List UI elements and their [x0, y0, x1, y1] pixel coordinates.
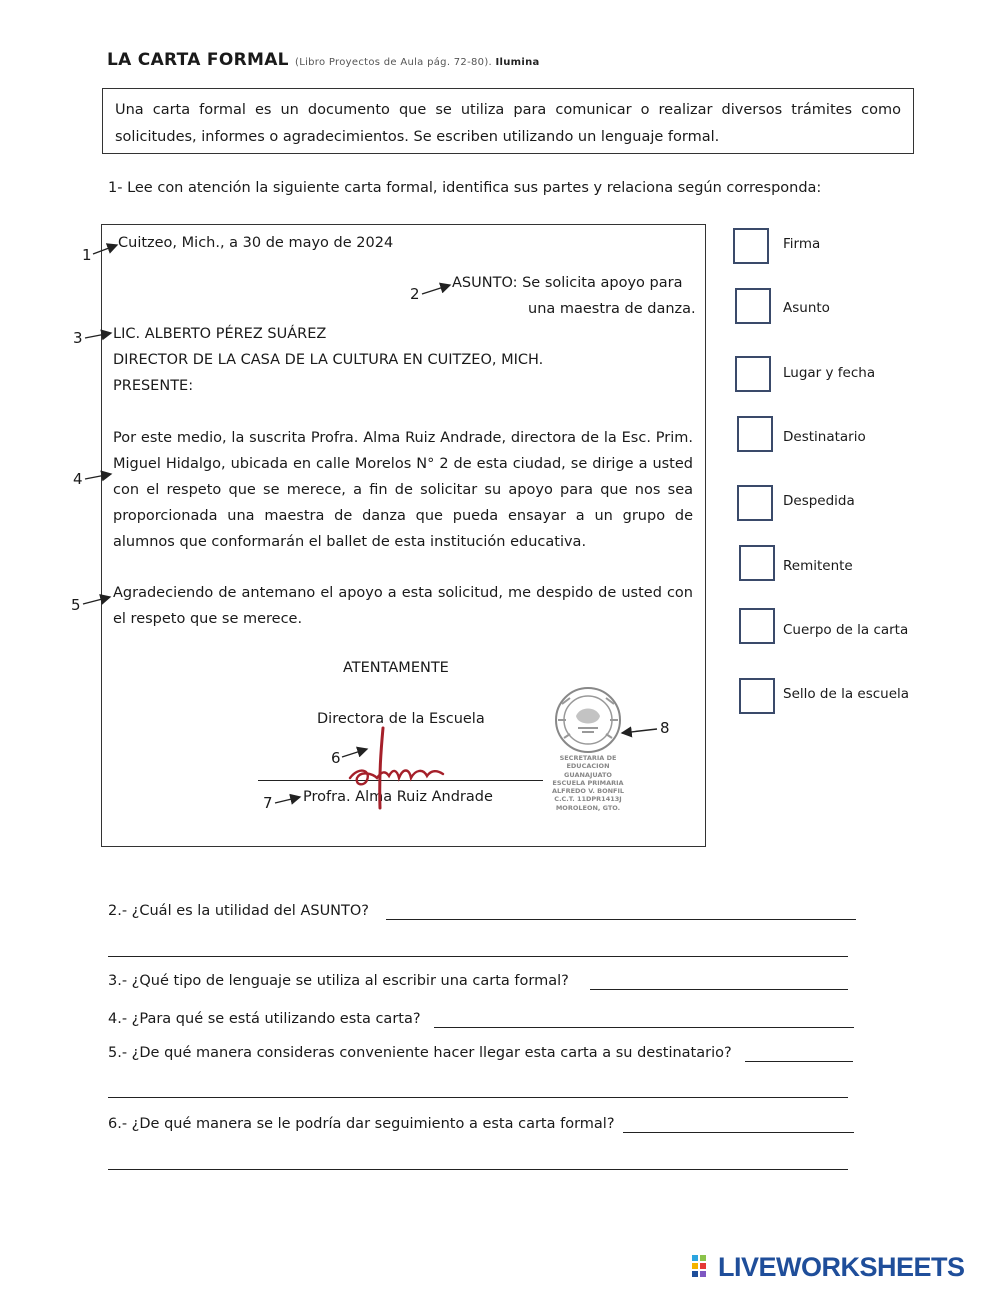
seal-line: C.C.T. 11DPR1413J [554, 795, 622, 804]
letter-recipient-present: PRESENTE: [113, 378, 194, 394]
marker-8: 8 [660, 719, 670, 737]
arrow-3 [85, 333, 111, 338]
marker-3: 3 [73, 329, 83, 347]
answer-line-4[interactable] [434, 1027, 854, 1028]
answer-box-asunto[interactable] [735, 288, 771, 324]
answer-box-firma[interactable] [733, 228, 769, 264]
letter-subject-line1: ASUNTO: Se solicita apoyo para [452, 275, 683, 291]
answer-box-cuerpo[interactable] [739, 608, 775, 644]
question-3: 3.- ¿Qué tipo de lenguaje se utiliza al escribir una carta formal? [108, 973, 569, 989]
marker-6: 6 [331, 749, 341, 767]
answer-line-6b[interactable] [108, 1169, 848, 1170]
answer-line-2b[interactable] [108, 956, 848, 957]
answer-line-5a[interactable] [745, 1061, 853, 1062]
marker-2: 2 [410, 285, 420, 303]
letter-closing: ATENTAMENTE [343, 660, 449, 676]
answer-box-destinatario[interactable] [737, 416, 773, 452]
letter-recipient-title: DIRECTOR DE LA CASA DE LA CULTURA EN CUITZEO, MICH. [113, 352, 544, 368]
arrow-2 [422, 285, 450, 294]
marker-4: 4 [73, 470, 83, 488]
subtitle-action: Ilumina [495, 57, 540, 68]
brand-logo[interactable] [692, 1252, 965, 1283]
seal-line: ESCUELA PRIMARIA [552, 778, 624, 787]
marker-7: 7 [263, 794, 273, 812]
option-cuerpo: Cuerpo de la carta [783, 622, 909, 638]
question-6: 6.- ¿De qué manera se le podría dar seguimiento a esta carta formal? [108, 1116, 615, 1132]
brand-name: LIVEWORKSHEETS [718, 1252, 965, 1282]
letter-place-date: Cuitzeo, Mich., a 30 de mayo de 2024 [118, 235, 394, 251]
letter-body: Por este medio, la suscrita Profra. Alma Ruiz Andrade, directora de la Esc. Prim. Miguel Hidalgo, ubicada en calle Morelos N° 2 de esta ciudad, se dirige a usted con el respeto que se merece, a fin de solicitar su apoyo para que nos sea proporcionada una maestra de danza que pueda ensayar a un grupo de alumnos que conformarán el ballet de esta institución educativa. [113, 430, 693, 550]
arrow-6 [342, 749, 367, 757]
arrow-8 [622, 729, 657, 733]
answer-line-5b[interactable] [108, 1097, 848, 1098]
answer-box-despedida[interactable] [737, 485, 773, 521]
question-4: 4.- ¿Para qué se está utilizando esta carta? [108, 1011, 421, 1027]
subtitle-text: (Libro Proyectos de Aula pág. 72-80). [295, 57, 493, 68]
seal-line: MOROLEON, GTO. [555, 803, 621, 812]
option-asunto: Asunto [783, 300, 830, 316]
answer-line-6a[interactable] [623, 1132, 854, 1133]
marker-1: 1 [82, 246, 92, 264]
letter-recipient-name: LIC. ALBERTO PÉREZ SUÁREZ [113, 326, 327, 342]
letter-farewell: Agradeciendo de antemano el apoyo a esta solicitud, me despido de usted con el respeto que se merece. [113, 585, 693, 627]
arrow-7 [275, 797, 300, 803]
arrow-4 [85, 474, 111, 479]
title-text: LA CARTA FORMAL [107, 50, 289, 70]
question-2: 2.- ¿Cuál es la utilidad del ASUNTO? [108, 903, 369, 919]
option-despedida: Despedida [783, 493, 855, 509]
arrow-5 [83, 597, 110, 604]
answer-line-2a[interactable] [386, 919, 856, 920]
arrow-1 [93, 245, 117, 254]
option-lugar-fecha: Lugar y fecha [783, 365, 876, 381]
letter-signer-role: Directora de la Escuela [317, 711, 485, 727]
instruction: 1- Lee con atención la siguiente carta formal, identifica sus partes y relaciona según corresponda: [108, 180, 822, 196]
option-sello: Sello de la escuela [783, 686, 910, 702]
option-remitente: Remitente [783, 558, 853, 574]
seal-line: GUANAJUATO [564, 770, 612, 779]
question-5: 5.- ¿De qué manera consideras conveniente hacer llegar esta carta a su destinatario? [108, 1045, 732, 1061]
letter-signer-name: Profra. Alma Ruiz Andrade [303, 789, 493, 805]
answer-box-lugar-fecha[interactable] [735, 356, 771, 392]
seal-line: SECRETARIA DE EDUCACION [559, 754, 617, 771]
marker-5: 5 [71, 596, 81, 614]
letter-subject-line2: una maestra de danza. [528, 301, 696, 317]
answer-line-3[interactable] [590, 989, 848, 990]
seal-line: ALFREDO V. BONFIL [551, 787, 625, 796]
option-firma: Firma [783, 236, 821, 252]
answer-box-remitente[interactable] [739, 545, 775, 581]
brand-mark-icon [692, 1253, 716, 1279]
option-destinatario: Destinatario [783, 429, 866, 445]
intro-text: Una carta formal es un documento que se utiliza para comunicar o realizar diversos trámites como solicitudes, informes o agradecimientos. Se escriben utilizando un lenguaje formal. [115, 102, 901, 145]
answer-box-sello[interactable] [739, 678, 775, 714]
